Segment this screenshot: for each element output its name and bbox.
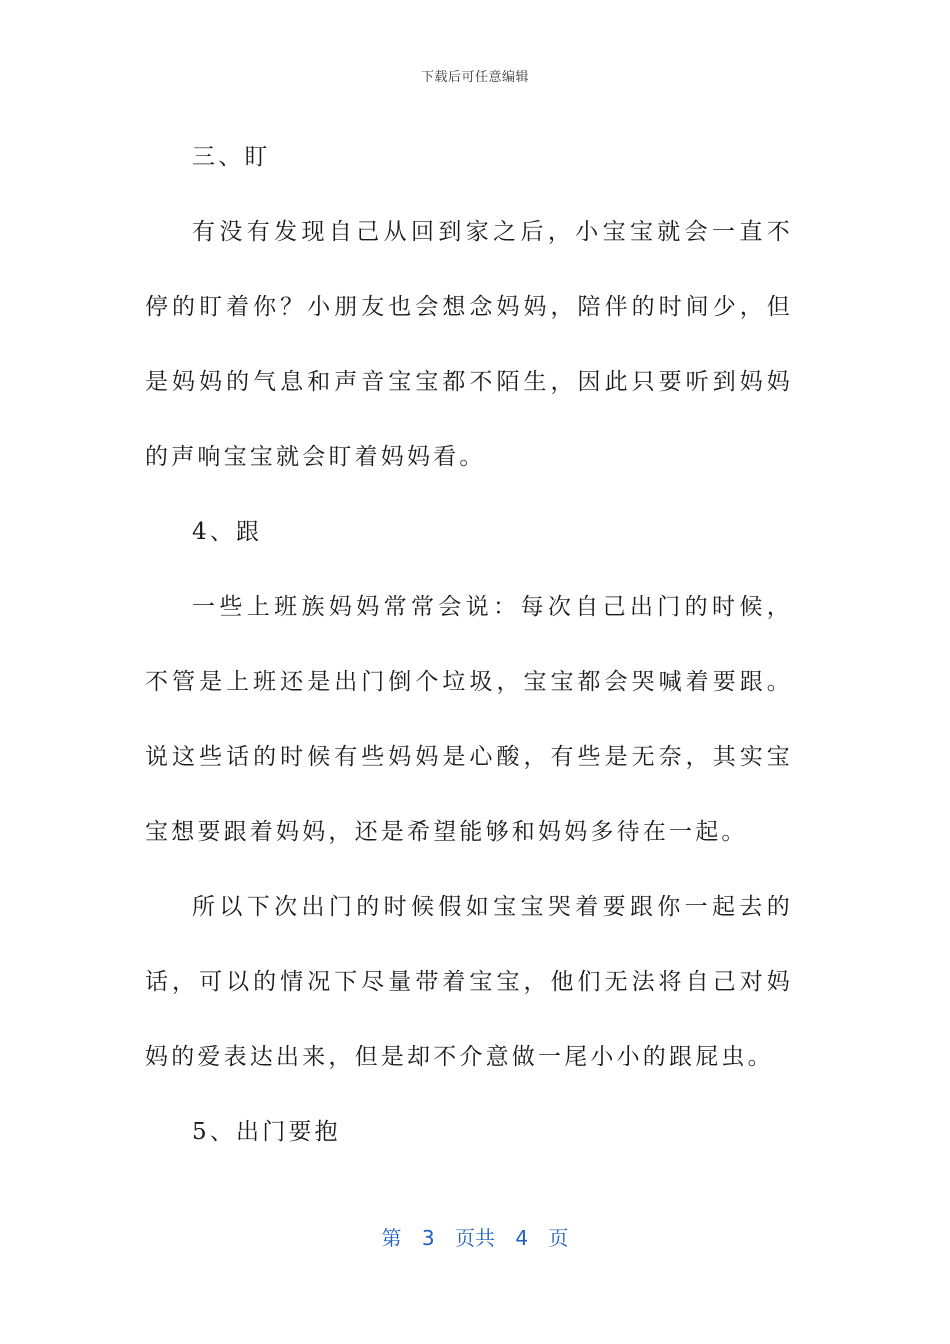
section-5-title: 5、出门要抱: [192, 1119, 341, 1145]
footer-page-suffix: 页: [548, 1226, 569, 1250]
section-4-title: 4、跟: [192, 519, 263, 545]
footer-current-page: 3: [421, 1226, 435, 1250]
section-3-title: 三、盯: [192, 144, 271, 170]
footer-page-prefix: 第: [381, 1226, 402, 1250]
document-body: [145, 120, 793, 1170]
page-header-note: 下载后可任意编辑: [420, 70, 529, 85]
footer-page-mid: 页共: [455, 1226, 495, 1250]
page-number-footer: [0, 1222, 950, 1251]
section-4-paragraph-2: 所以下次出门的时候假如宝宝哭着要跟你一起去的话，可以的情况下尽量带着宝宝，他们无法将自己对妈妈的爱表达出来，但是却不介意做一尾小小的跟屁虫。: [145, 894, 793, 1070]
footer-total-pages: 4: [515, 1226, 529, 1250]
section-3-paragraph: 有没有发现自己从回到家之后，小宝宝就会一直不停的盯着你？小朋友也会想念妈妈，陪伴的时间少，但是妈妈的气息和声音宝宝都不陌生，因此只要听到妈妈的声响宝宝就会盯着妈妈看。: [145, 219, 793, 470]
section-4-paragraph-1: 一些上班族妈妈常常会说：每次自己出门的时候，不管是上班还是出门倒个垃圾，宝宝都会哭喊着要跟。说这些话的时候有些妈妈是心酸，有些是无奈，其实宝宝想要跟着妈妈，还是希望能够和妈妈多待在一起。: [145, 594, 793, 845]
